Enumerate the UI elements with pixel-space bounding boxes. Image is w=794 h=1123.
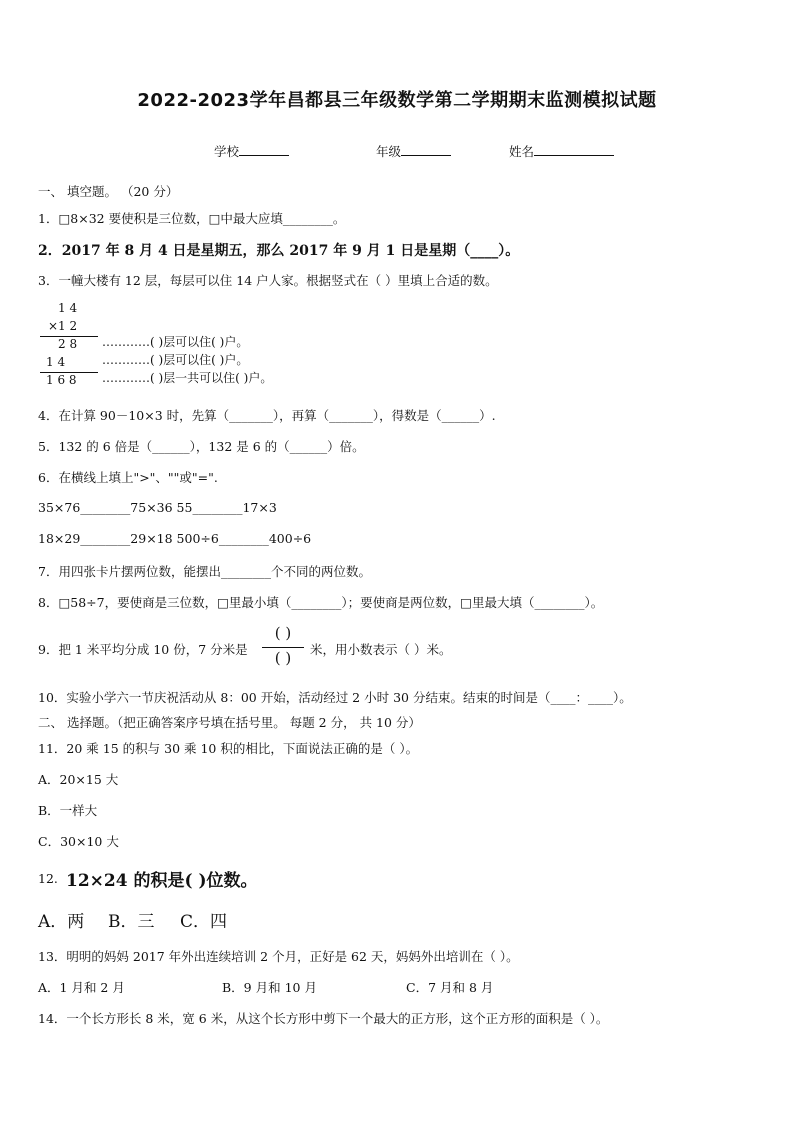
question-10: 10．实验小学六一节庆祝活动从 8：00 开始，活动经过 2 小时 30 分结束。结束的时间是（____：____）。 [38, 690, 632, 705]
fraction-bar [262, 647, 304, 648]
question-9-part-2: 米，用小数表示（ ）米。 [310, 642, 452, 657]
question-13: 13．明明的妈妈 2017 年外出连续培训 2 个月，正好是 62 天，妈妈外出培训在（ ）。 [38, 949, 519, 964]
question-13-option-c: C．7 月和 8 月 [406, 980, 494, 995]
question-12: 12×24 的积是( )位数。 [66, 871, 258, 891]
calc-row-5: 1 6 8 [46, 373, 77, 387]
grade-field [376, 142, 451, 160]
school-field [214, 142, 289, 160]
section-1-heading: 一、 填空题。 （20 分） [38, 184, 179, 199]
calc-row-2: ×1 2 [48, 319, 78, 333]
question-11-option-a: A．20×15 大 [38, 772, 119, 787]
question-12-option-b: B．三 [108, 912, 155, 932]
calc-note-1: …………( )层可以住( )户。 [102, 335, 249, 349]
question-2: 2．2017 年 8 月 4 日是星期五，那么 2017 年 9 月 1 日是星期（____）。 [38, 243, 520, 259]
question-11-option-c: C．30×10 大 [38, 834, 119, 849]
question-12-number: 12. [38, 871, 58, 886]
calc-row-4: 1 4 [46, 355, 66, 369]
question-8: 8．□58÷7，要使商是三位数，□里最小填（________）；要使商是两位数，□里最大填（________）。 [38, 595, 604, 610]
school-blank[interactable] [239, 142, 289, 156]
question-14: 14．一个长方形长 8 米，宽 6 米，从这个长方形中剪下一个最大的正方形，这个正方形的面积是（ ）。 [38, 1011, 609, 1026]
calc-row-1: 1 4 [58, 301, 78, 315]
calc-row-3: 2 8 [58, 337, 78, 351]
fraction-denominator[interactable]: ( ) [274, 649, 292, 667]
name-field [509, 142, 614, 160]
calc-note-3: …………( )层一共可以住( )户。 [102, 371, 273, 385]
grade-label: 年级 [376, 144, 402, 159]
question-12-option-a: A．两 [38, 912, 85, 932]
section-2-heading: 二、 选择题。（把正确答案序号填在括号里。 每题 2 分， 共 10 分） [38, 715, 421, 730]
name-blank[interactable] [534, 142, 614, 156]
question-6: 6．在横线上填上">"、""或"=". [38, 470, 218, 485]
fraction-numerator[interactable]: ( ) [274, 624, 292, 642]
name-label: 姓名 [509, 144, 535, 159]
question-7: 7．用四张卡片摆两位数，能摆出________个不同的两位数。 [38, 564, 371, 579]
question-11-option-b: B．一样大 [38, 803, 98, 818]
question-1: 1．□8×32 要使积是三位数，□中最大应填________。 [38, 211, 346, 226]
calc-note-2: …………( )层可以住( )户。 [102, 353, 249, 367]
grade-blank[interactable] [401, 142, 451, 156]
page-title: 2022-2023学年昌都县三年级数学第二学期期末监测模拟试题 [137, 90, 657, 111]
question-5: 5．132 的 6 倍是（______），132 是 6 的（______）倍。 [38, 439, 365, 454]
question-3: 3．一幢大楼有 12 层，每层可以住 14 户人家。根据竖式在（ ）里填上合适的数。 [38, 273, 498, 288]
question-4: 4．在计算 90－10×3 时，先算（_______），再算（_______），得数是（______）. [38, 408, 496, 423]
question-9-part-1: 9．把 1 米平均分成 10 份，7 分米是 [38, 642, 248, 657]
question-6-row-2: 18×29________29×18 500÷6________400÷6 [38, 531, 312, 546]
school-label: 学校 [214, 144, 240, 159]
question-13-option-b: B．9 月和 10 月 [222, 980, 317, 995]
question-11: 11．20 乘 15 的积与 30 乘 10 积的相比，下面说法正确的是（ ）。 [38, 741, 419, 756]
question-13-option-a: A．1 月和 2 月 [38, 980, 125, 995]
question-12-option-c: C．四 [180, 912, 228, 932]
question-6-row-1: 35×76________75×36 55________17×3 [38, 500, 277, 515]
